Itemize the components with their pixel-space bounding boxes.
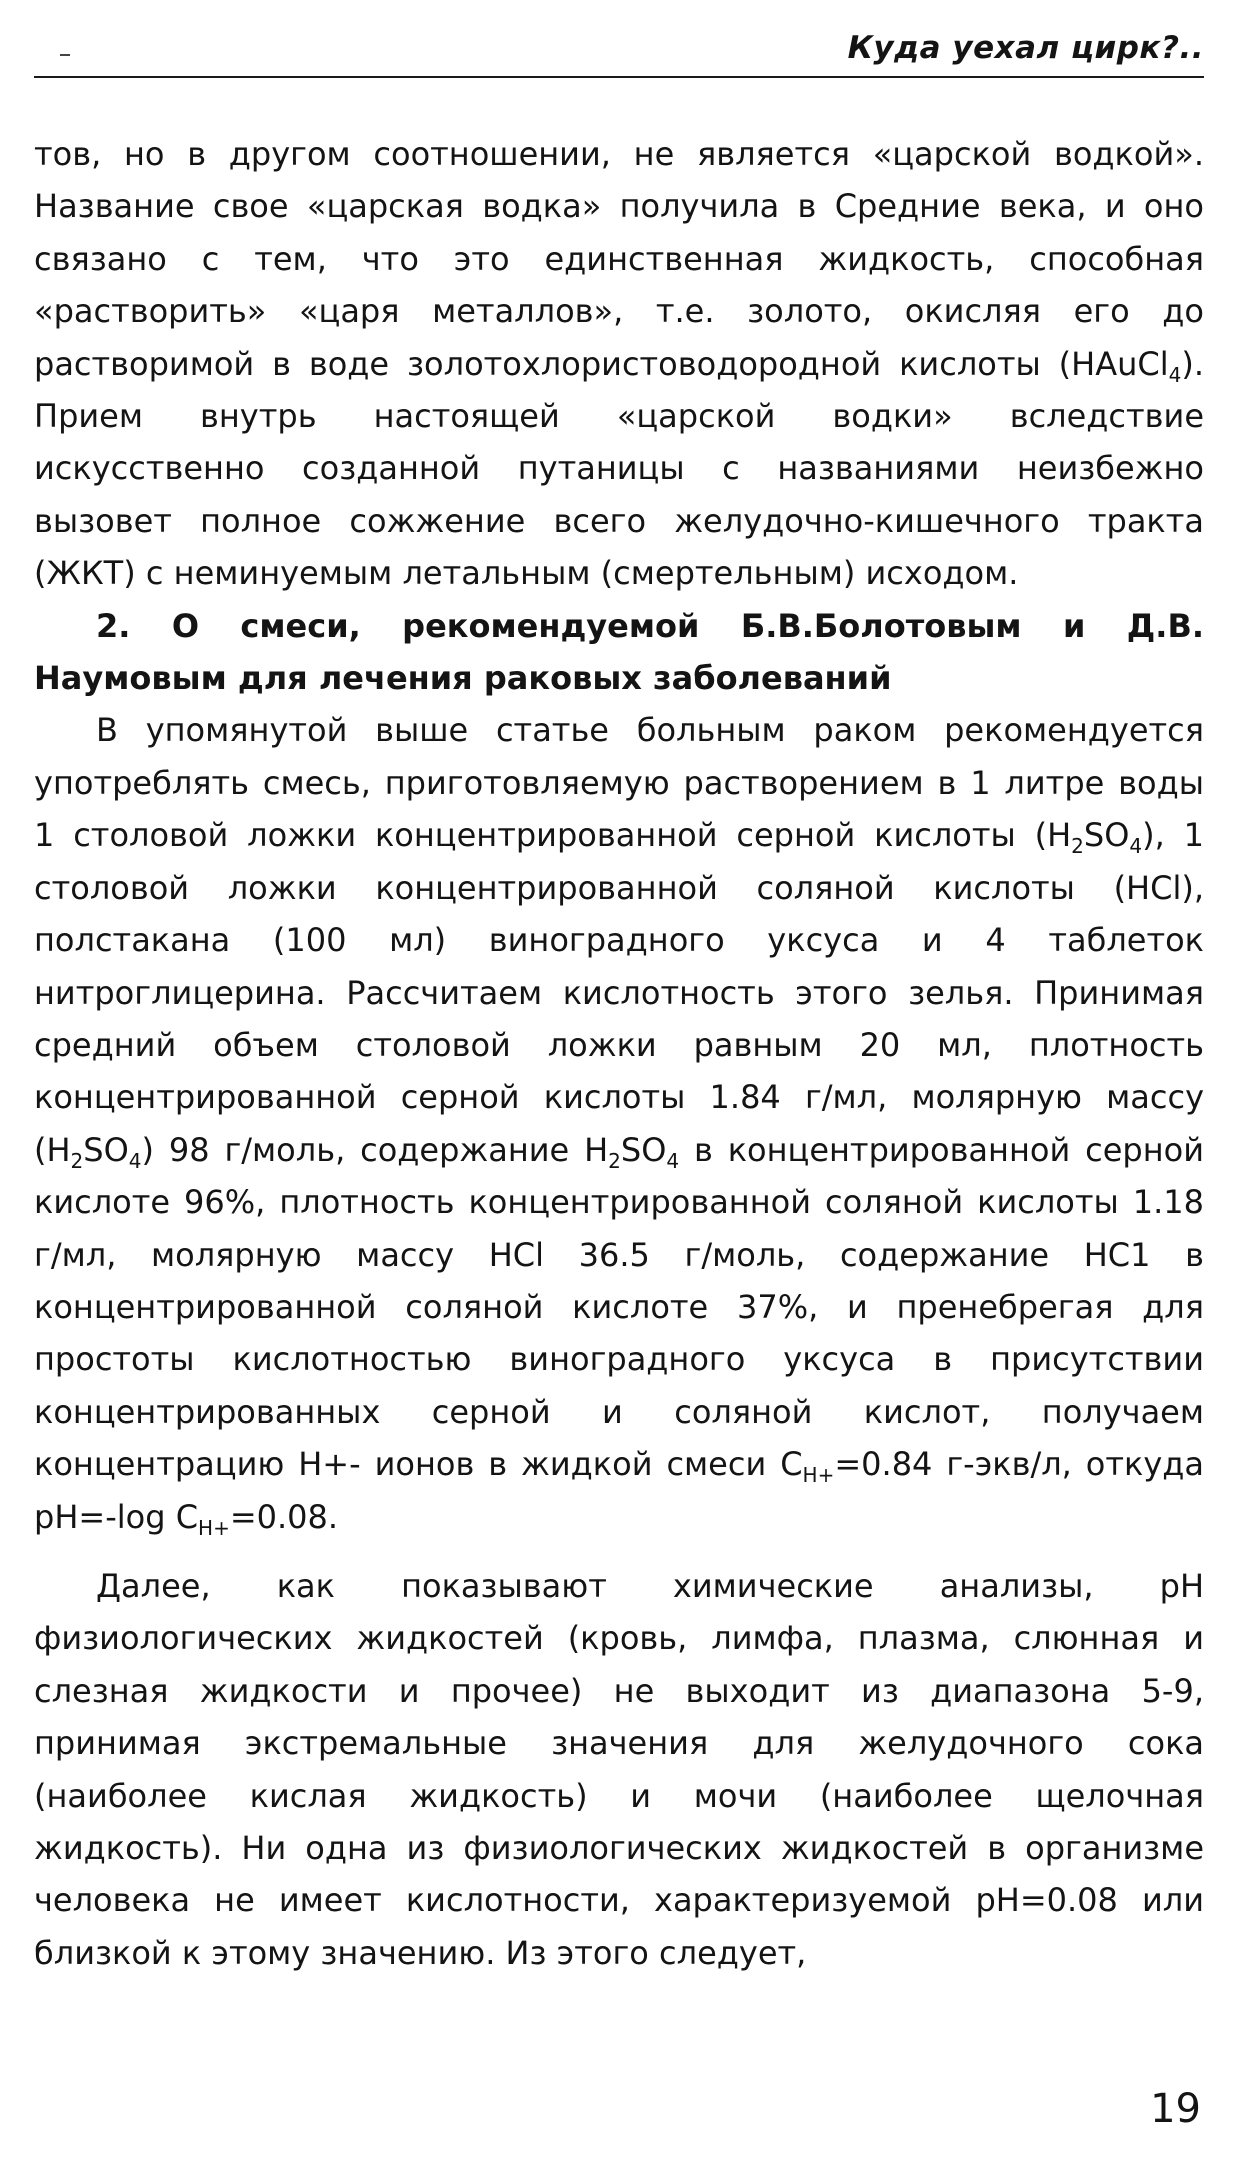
subscript: 2 <box>70 1148 84 1173</box>
paragraph-text: В упомянутой выше статье больным раком рекомендуется употреблять смесь, приготовляемую растворением в 1 литре воды 1 столовой ложки концентрированной серной кислоты (H <box>34 711 1204 855</box>
section-heading: 2. О смеси, рекомендуемой Б.В.Болотовым и Д.В. Наумовым для лечения раковых заболеваний <box>34 606 1204 698</box>
paragraph-text: ) 98 г/моль, содержание H <box>141 1130 609 1169</box>
paragraph-continuation <box>34 128 1204 600</box>
page-number: 19 <box>1150 2086 1201 2132</box>
subscript: 2 <box>1071 834 1084 859</box>
paragraph-text: в концентрированной серной кислоте 96%, плотность концентрированной соляной кислоты 1.18 г/мл, молярную массу HCl 36.5 г/моль, содержание HC1 в концентрированной соляной кислоте 37%, и пренебрегая для простоты кислотностью виноградного уксуса в присутствии концентрированных серной и соляной кислот, получаем концентрацию H+- ионов в жидкой смеси C <box>34 1130 1204 1484</box>
paragraph-text: ), 1 столовой ложки концентрированной соляной кислоты (HCl), полстакана (100 мл) виноградного уксуса и 4 таблеток нитроглицерина. Рассчитаем кислотность этого зелья. Принимая средний объем столовой ложки равным 20 мл, плотность концентрированной серной кислоты 1.84 г/мл, молярную массу (H <box>34 816 1205 1169</box>
paragraph-text: тов, но в другом соотношении, не является «царской водкой». Название свое «царская водка» получила в Средние века, и оно связано с тем, что это единственная жидкость, способная «растворить» «царя металлов», т.е. золото, окисляя его до растворимой в воде золотохлористоводородной кислоты (HAuCl <box>34 135 1204 383</box>
paragraph-calculation <box>34 704 1204 1543</box>
header-dash <box>60 54 70 56</box>
subscript: 4 <box>1129 834 1143 859</box>
running-header <box>34 26 1204 78</box>
subscript: H+ <box>198 1515 230 1540</box>
subscript: 4 <box>666 1148 680 1173</box>
paragraph-physiology: Далее, как показывают химические анализы, pH физиологических жидкостей (кровь, лимфа, плазма, слюнная и слезная жидкости и прочее) не выходит из диапазона 5-9, принимая экстремальные значения для желудочного сока (наиболее кислая жидкость) и мочи (наиболее щелочная жидкость). Ни одна из физиологических жидкостей в организме человека не имеет кислотности, характеризуемой pH=0.08 или близкой к этому значению. Из этого следует, <box>34 1566 1204 1972</box>
subscript: 4 <box>1168 362 1182 387</box>
subscript: 4 <box>128 1148 142 1173</box>
paragraph-text: SO <box>620 1130 667 1169</box>
paragraph-text: SO <box>83 1130 129 1169</box>
paragraph-text: SO <box>1083 816 1130 855</box>
paragraph-text: =0.84 г-экв/л, откуда pH=-log C <box>34 1445 1205 1536</box>
subscript: 2 <box>608 1148 621 1173</box>
paragraph-text: =0.08. <box>229 1497 339 1536</box>
page-body <box>34 128 1204 1979</box>
running-header-title: Куда уехал цирк?.. <box>847 30 1204 66</box>
subscript: H+ <box>802 1463 835 1488</box>
paragraph-text: ). Прием внутрь настоящей «царской водки» вследствие искусственно созданной путаницы с названиями неизбежно вызовет полное сожжение всего желудочно-кишечного тракта (ЖКТ) с неминуемым летальным (смертельным) исходом. <box>34 344 1204 593</box>
